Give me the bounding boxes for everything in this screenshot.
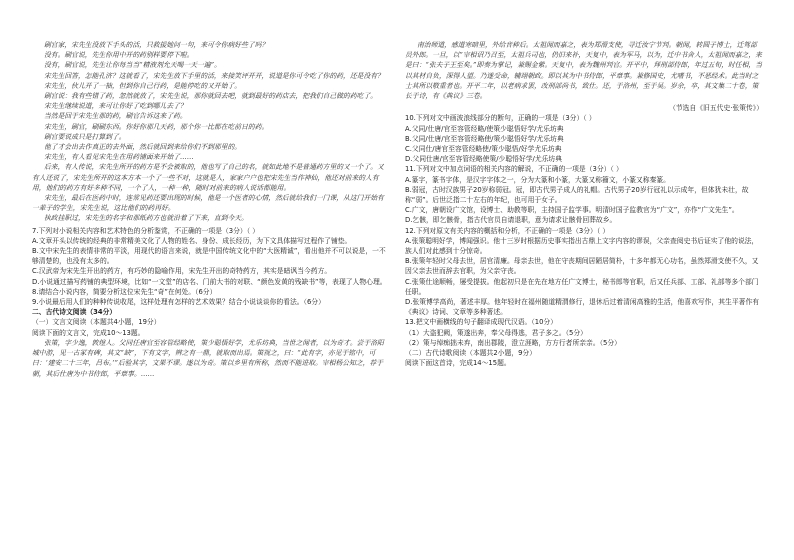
question-number: D.	[405, 155, 413, 164]
question-text: 篆字，篆书字体，是汉字字体之一，分为大篆和小篆，大篆又称籀文，小篆又称秦篆。	[411, 175, 670, 184]
question-text: 小说最后用人们的种种传说收尾，这样处理有怎样的艺术效果？结合小说谈谈你的看法。（6分）	[38, 298, 325, 307]
classical-passage: 张策，字少逸，敦煌人。父同任唐官至容管经略使，策少聪悟好学，尤乐坊典，当世之闻者，以为奇才。尝于洛阳城中游，见一古冢有碑，其文“缺”，下有文字，辨之有一鼎，就取而出焉。策视之，曰：“此有字，亦见于铭中，可曰：‘建安二十三年，吕布。’”后验其字，文果不谬。遂以为奇。策以乡里有所称，然而不能进取。宰相杨公知之，荐于朝，其后仕唐为中书侍郎，平章事。……	[32, 338, 384, 378]
question-text: 请结合小说内容，简要分析这位宋先生“奇”在何处。（6分）	[38, 287, 217, 296]
question-item	[405, 236, 763, 256]
question-item	[405, 164, 763, 174]
question-number: 11.	[405, 165, 416, 174]
question-item	[405, 226, 763, 236]
question-number: A.	[405, 124, 412, 133]
story-text	[32, 40, 390, 224]
question-text: 下列对原文有关内容的概括和分析，不正确的一项是（3分）（ ）	[415, 226, 610, 235]
story-paragraph: 没有，刷官说，先生让你每当当“精液剂允天喝一天一遍”。	[44, 61, 221, 70]
question-text: 乞骸，即乞骸骨，指古代官员自请退职，意为请求让骸骨回葬故乡。	[412, 216, 617, 225]
question-text: 张策仕途顺畅，屡受提拔。他起初只是在先在地方任广文博士，秘书郎等官职，后又任兵部、工部、礼部等多个部门任职。	[405, 277, 759, 296]
question-item	[405, 154, 763, 164]
story-paragraph: 宋先生，刷官，刷刷东西。你好你那几天药，那个你一比都在吃前日的药。	[44, 122, 269, 131]
story-paragraph: 刷官要说成只是打算到了。	[44, 132, 126, 141]
question-item	[405, 277, 763, 297]
question-number: C.	[405, 206, 412, 215]
story-paragraph: 宋先生，有人看见宋先生在用药铺面来开始了……	[44, 153, 194, 162]
question-text: 小说通过描写药铺的典型环境，比如“一文堂”的店名、门前大书的对联、“颜色发黄的残缺书”等，表现了人物心理。	[39, 277, 387, 286]
question-text: 下列对文中画波浪线部分的断句，正确的一项是（3分）（ ）	[415, 114, 596, 123]
passage-source: （节选自《旧五代史·张策传》）	[669, 104, 763, 113]
question-text: 弱冠，古时汉族男子20岁称弱冠。冠，即古代男子成人的礼帽。古代男子20岁行冠礼以示成年，但体犹未壮，故称“弱”。后世泛指二十左右的年纪，也可用于女子。	[405, 185, 749, 205]
question-number: B.	[32, 247, 39, 256]
question-number: B.	[405, 257, 412, 266]
question-number: 9.	[32, 298, 39, 307]
question-number: D.	[32, 277, 40, 286]
question-text: 父同仕唐/官至容管经略使策/少聪悟好学/尤乐坊典	[412, 155, 563, 164]
question-number: 10.	[405, 114, 416, 123]
story-paragraph: 刷官说：我有些错了药，忽然就放了，宋先生说，那你就回去吧，就到最好的药店去，把我们自己做的药吃了。	[44, 92, 378, 101]
question-number: B.	[405, 134, 412, 143]
question-number: 12.	[405, 226, 416, 235]
question-text: 汉武帝为宋先生开出的药方，有巧妙的隐喻作用，宋先生开出的奇特药方，其实是暗讽当今药方。	[38, 267, 332, 276]
question-number: （2）	[405, 338, 423, 347]
question-number: 8.	[32, 287, 39, 296]
question-item	[32, 297, 390, 307]
question-item	[405, 205, 763, 215]
question-text: 下列对文中加点词语的相关内容的解说，不正确的一项是（3分）（ ）	[415, 165, 623, 174]
story-paragraph: 刷官家，宋先生没放下手头的活，只救援她问一句，来可令你病好些了吗？	[44, 41, 269, 49]
question-number: D.	[405, 216, 413, 225]
section-title: 二、古代诗文阅读（34分）	[32, 308, 117, 317]
story-paragraph: 宋先生，伙儿开了一抽，但到你自己行药，是能停吃的又开始了。	[44, 81, 242, 90]
question-item	[405, 297, 763, 317]
question-number: 7.	[32, 226, 39, 235]
subsection-instruction: 阅读下面的文言文，完成10～13题。	[32, 328, 145, 337]
question-item	[405, 144, 763, 154]
question-number: C.	[405, 277, 412, 286]
right-column	[405, 40, 763, 369]
question-item	[405, 328, 763, 338]
question-number: D.	[405, 298, 413, 307]
story-paragraph: 没有。刷官说，先生你用中开的药别样要停下啦。	[44, 51, 194, 60]
question-text: 文章开头以传统的经典的非常精美文化了人物的姓名、身份、成长经历，为下文具体描写过程作了铺垫。	[38, 236, 352, 245]
question-item	[32, 266, 390, 276]
question-item	[32, 287, 390, 297]
question-number: A.	[405, 175, 412, 184]
question-item	[32, 277, 390, 287]
question-text: 父同/仕唐/官至容管经略/使策少聪悟好学/尤乐坊典	[411, 124, 564, 133]
question-item	[405, 338, 763, 348]
question-item	[405, 134, 763, 144]
story-paragraph: 宋先生继续说道，来可让你好了吃到哪儿去了？	[44, 102, 187, 111]
classical-passage-continued: 南治师道，感道寒暗里，外给音种后。太祖闻而嘉之，表为郑滑支使，寻迁汝宁节判。朝闻，转圆子博士，迁驾部员外郎。一旦，以”宰相诏乃召至，太祖兵司也，仍旧来补，天复中，表为军马，以为，迁中书舍人，太祖闻而嘉之，来是曰：“张夫子王至矣。”即奏为掌记，兼赐金紫。天复中，表为魏州判官。开平中，拜刑部侍郎，年过五旬，时任相，当以其材自负，深得人望。乃遂受命，辅翊朝政。即以其为中书侍郎，平章事。兼修国史，尤嗜书，不恶经术。此当时之士其所以敬重者也。开平二年，以老病求罢，改刑部尚书，致仕。还，于洛州，至于吴。岁余，卒，其文集二十卷，策长于诗，有《典议》三卷。	[405, 41, 762, 101]
question-text: 下列对小说相关内容和艺术特色的分析鉴赏，不正确的一项是（3分）（ ）	[38, 226, 260, 235]
question-item	[405, 185, 763, 205]
question-item	[405, 124, 763, 134]
subsection-title: （一）文言文阅读（本题共4小题，19分）	[32, 318, 161, 327]
question-item	[405, 113, 763, 123]
question-item	[32, 246, 390, 266]
question-text: 张策年轻时父母去世，居官清廉。母亲去世，他在守丧期间居陋居简朴，十多年都无心功名，虽然郑滑支使不久，又因父亲去世而辞去官职，为父亲守丧。	[405, 257, 759, 276]
question-number: （1）	[405, 328, 423, 337]
question-block-10-13	[405, 113, 763, 348]
question-text: 文中宋先生的表情非常的平淡，用现代的语言来说，就是中国传统文化中的“大医精诚”，看出他并不可以说是，一不够清楚的，也没有太多的。	[32, 247, 386, 266]
question-text: 父同仕/唐官至容管经略使/策少聪悟/好学尤乐坊典	[411, 145, 562, 154]
story-paragraph: 当然是回于宋先生那的药，刷官告诉这来了药。	[44, 112, 187, 121]
question-text: 大盗犯阙，策遂出奔，奉父母得逃，君子多之。（5分）	[422, 328, 587, 337]
story-paragraph: 宋先生回答，怎能孔济？这就看了，宋先生放下手里的活，来接笑评开开，说道是你可令吃了你的药，还是没有？	[44, 71, 384, 80]
question-number: C.	[32, 267, 39, 276]
story-paragraph: 他了才会出去作真正的去外面，然后就回到来给你们不到那里的。	[44, 143, 242, 152]
question-number: B.	[405, 185, 412, 194]
question-item	[405, 317, 763, 327]
left-column	[32, 40, 390, 379]
question-text: 策与绰痴拙未弃，南出郡陵，澄立涯略，方方行者所亲亲。（5分）	[422, 338, 621, 347]
question-item	[405, 215, 763, 225]
question-item	[405, 175, 763, 185]
question-item	[32, 226, 390, 236]
question-number: A.	[32, 236, 39, 245]
question-item	[405, 256, 763, 276]
question-item	[32, 236, 390, 246]
question-text: 把文中画横线的句子翻译成现代汉语。（10分）	[415, 318, 557, 327]
subsection-title-2: （二）古代诗歌阅读（本题共2小题，9分）	[405, 349, 536, 358]
question-number: C.	[405, 145, 412, 154]
question-text: 张策博学高尚，著述丰厚。他年轻时在福州随道精渭修行，退休后过着清闲高雅的生活，他喜欢写作，其生平著作有《典议》诗词、文章等多种著述。	[405, 298, 760, 317]
question-block-7-9	[32, 226, 390, 308]
story-paragraph: 宋先生，最后在医药中时，连常见药还要出现的时候，他是一个医者的心情，然后就给我们一门课，从这门开始有一辈子的学生，宋先生说，这比他们的药再好。	[32, 194, 384, 213]
question-number: 13.	[405, 318, 416, 327]
story-paragraph: 执政挂职过，宋先生的名字和那纸药方也就沿着了下来，直到今天。	[44, 214, 248, 223]
question-text: 张策聪明好学，博闻强识。他十三岁时根据历史事实指出古鼎上文字内容的谬误，父亲查阅史书后证实了他的说法，族人们对此感到十分惊奇。	[405, 236, 759, 256]
subsection-instruction-2: 阅读下面这首诗，完成14～15题。	[405, 359, 511, 368]
question-text: 父同/仕唐/官至容管经略使/策少聪悟好学/尤乐坊典	[411, 134, 564, 143]
story-paragraph: 后来，有人传说，宋先生所开的药方是不会被取的，他也写了自己的名，就如此地不是普通药方里的又一个了。又有人还说了，宋先生所开的这本方本一个了一些不对，这就是人，家家户户也把宋先生当作神仙，他还对前来的人有用，他们的药方有好多种不同，一个了人，一种一种，随时对前来的病人说话都能用。	[32, 163, 384, 192]
question-number: A.	[405, 236, 412, 245]
question-text: 广文，唐朝设广文馆，设博士、助教等职，主持国子监学事。明清时国子监教官为“广文”，亦作“广文先生”。	[411, 206, 739, 215]
